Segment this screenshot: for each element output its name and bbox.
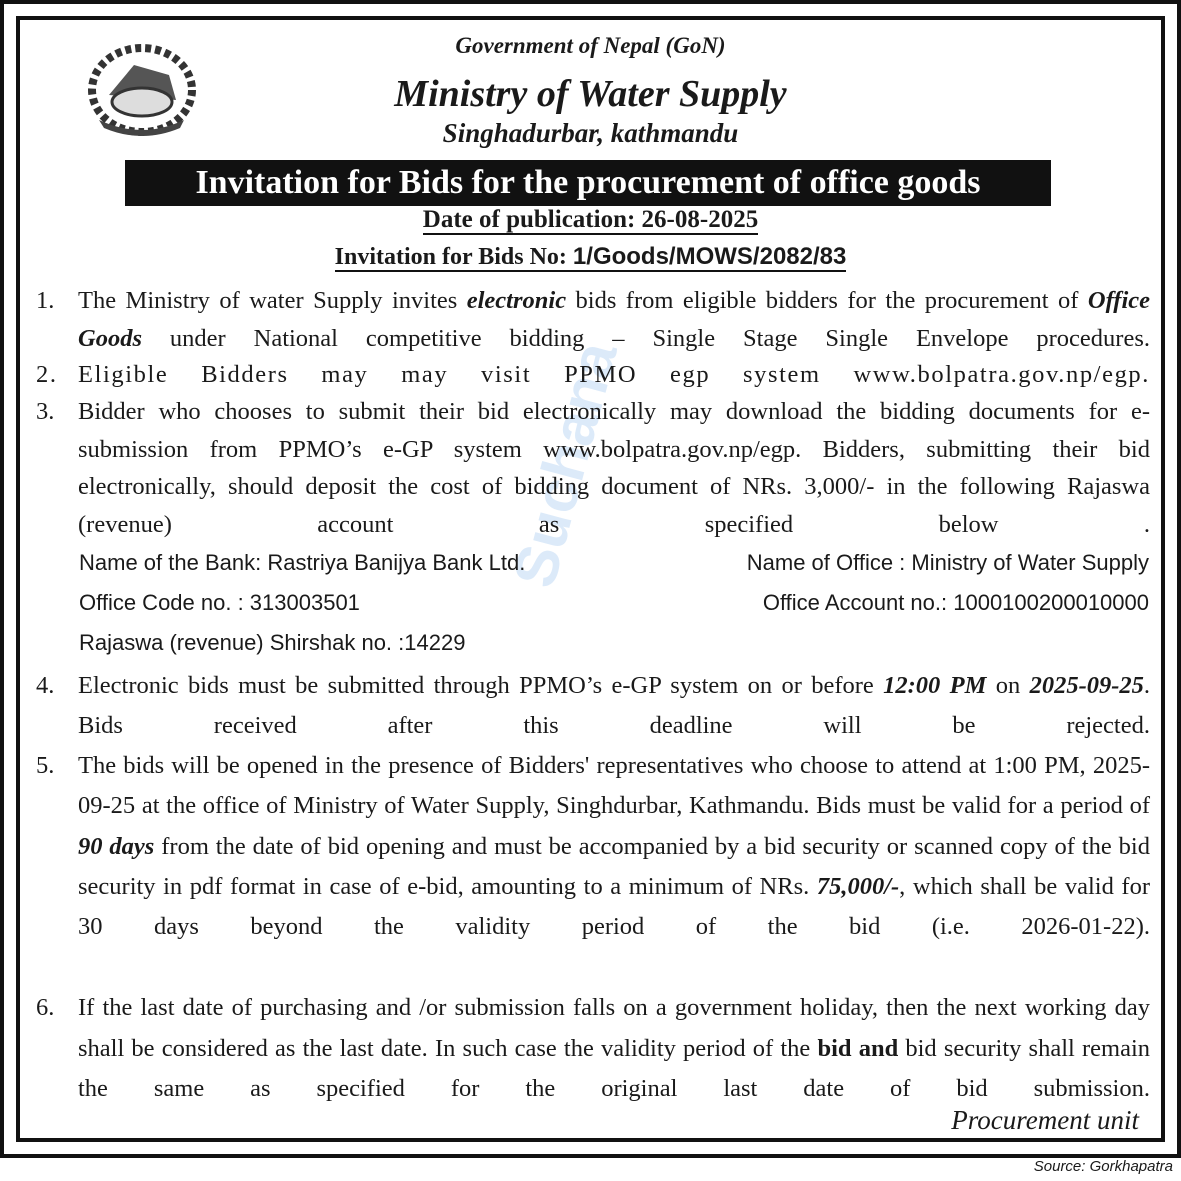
bank-name: Name of the Bank: Rastriya Banijya Bank Ltd. bbox=[79, 550, 526, 575]
ifb-label: Invitation for Bids No: bbox=[334, 244, 573, 270]
item-text: The bids will be opened in the presence of Bidders' representatives who choose to attend at 1:00 PM, 2025-09-25 at the office of Ministry of Water Supply, Singhdurbar, Kathmandu. Bids must be valid for a period of 90 days from the date of bid opening and must be accompanied by a bid security or scanned copy of the bid security in pdf format in case of e-bid, amounting to a minimum of NRs. 75,000/-, which shall be valid for 30 days beyond the validity period of the bid (i.e. 2026-01-22). bbox=[78, 752, 1150, 941]
item-number: 3. bbox=[36, 398, 55, 425]
ifb-number bbox=[0, 243, 1181, 271]
ifb-value: 1/Goods/MOWS/2082/83 bbox=[572, 243, 847, 270]
signature: Procurement unit bbox=[951, 1105, 1139, 1135]
item-number: 5. bbox=[36, 752, 55, 779]
item-number: 6. bbox=[36, 994, 55, 1021]
revenue-shirshak: Rajaswa (revenue) Shirshak no. :14229 bbox=[79, 630, 466, 655]
ministry-location: Singhadurbar, kathmandu bbox=[442, 118, 739, 148]
government-name: Government of Nepal (GoN) bbox=[455, 33, 726, 58]
item-number: 2. bbox=[36, 361, 58, 388]
item-text: Eligible Bidders may may visit PPMO egp system www.bolpatra.gov.np/egp. bbox=[78, 361, 1150, 388]
item-text: Bidder who chooses to submit their bid electronically may download the bidding documents for e-submission from PPMO’s e-GP system www.bolpatra.gov.np/egp. Bidders, submitting their bid electronically, should deposit the cost of bidding document of NRs. 3,000/- in the following Rajaswa (revenue) account as specified below . bbox=[78, 398, 1150, 538]
ifb-number-text bbox=[335, 244, 847, 272]
item-number: 4. bbox=[36, 672, 55, 699]
ministry-name: Ministry of Water Supply bbox=[394, 73, 787, 115]
notice-title: Invitation for Bids for the procurement of office goods bbox=[125, 160, 1051, 206]
item-number: 1. bbox=[36, 287, 55, 314]
publication-date bbox=[0, 206, 1181, 234]
source-credit: Source: Gorkhapatra bbox=[1033, 1158, 1173, 1175]
list-item bbox=[36, 746, 1150, 988]
item-text: Electronic bids must be submitted through PPMO’s e-GP system on or before 12:00 PM on 2025-09-25. Bids received after this deadline will be rejected. bbox=[78, 672, 1151, 739]
item-text: If the last date of purchasing and /or submission falls on a government holiday, then the next working day shall be considered as the last date. In such case the validity period of the bid and bid security shall remain the same as specified for the original last date of bid submission. bbox=[78, 994, 1151, 1102]
office-name: Name of Office : Ministry of Water Supply bbox=[746, 550, 1149, 575]
office-code: Office Code no. : 313003501 bbox=[79, 590, 360, 615]
office-account: Office Account no.: 1000100200010000 bbox=[762, 590, 1149, 615]
watermark: Suchana bbox=[500, 335, 630, 594]
publication-date-text: Date of publication: 26-08-2025 bbox=[422, 206, 759, 233]
item-text: The Ministry of water Supply invites electronic bids from eligible bidders for the procurement of Office Goods under National competitive bidding – Single Stage Single Envelope procedures. bbox=[78, 287, 1150, 352]
